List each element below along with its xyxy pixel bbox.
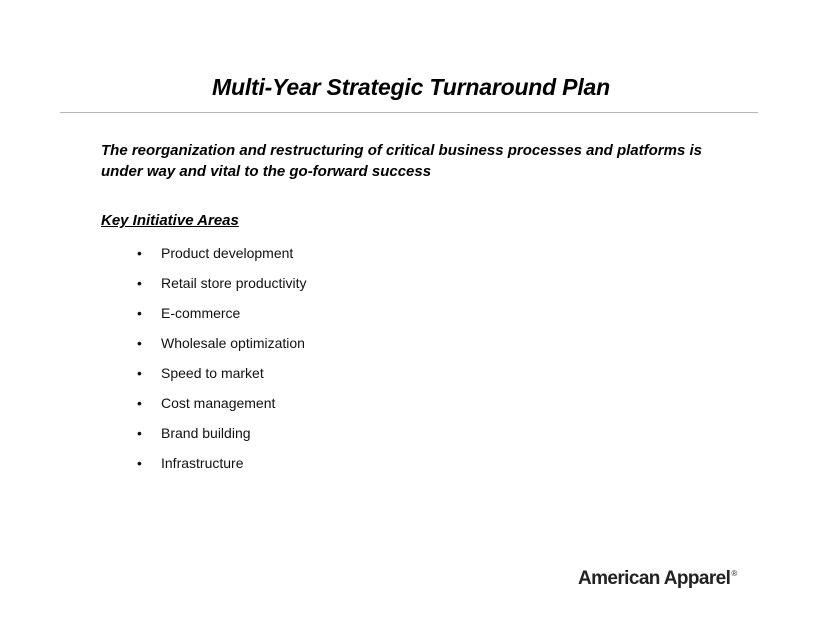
initiative-label: Cost management xyxy=(161,395,276,411)
initiative-label: Wholesale optimization xyxy=(161,335,305,351)
slide-subtitle: The reorganization and restructuring of critical business processes and platforms is under way and vital to the go-forward success xyxy=(101,142,702,180)
bullet-icon: • xyxy=(137,455,142,471)
title-divider xyxy=(60,112,758,113)
bullet-icon: • xyxy=(137,305,142,321)
bullet-icon: • xyxy=(137,425,142,441)
brand-logo-text: American Apparel xyxy=(578,568,731,589)
bullet-icon: • xyxy=(137,395,142,411)
initiative-label: Product development xyxy=(161,245,294,261)
initiative-label: E-commerce xyxy=(161,305,241,321)
brand-logo xyxy=(578,568,736,590)
slide-title: Multi-Year Strategic Turnaround Plan xyxy=(212,74,610,100)
bullet-icon: • xyxy=(137,335,142,351)
initiative-label: Speed to market xyxy=(161,365,264,381)
section-heading: Key Initiative Areas xyxy=(101,212,239,229)
initiative-label: Infrastructure xyxy=(161,455,244,471)
bullet-icon: • xyxy=(137,275,142,291)
bullet-icon: • xyxy=(137,245,142,261)
bullet-icon: • xyxy=(137,365,142,381)
registered-mark: ® xyxy=(731,569,738,578)
initiative-label: Retail store productivity xyxy=(161,275,307,291)
initiative-label: Brand building xyxy=(161,425,251,441)
